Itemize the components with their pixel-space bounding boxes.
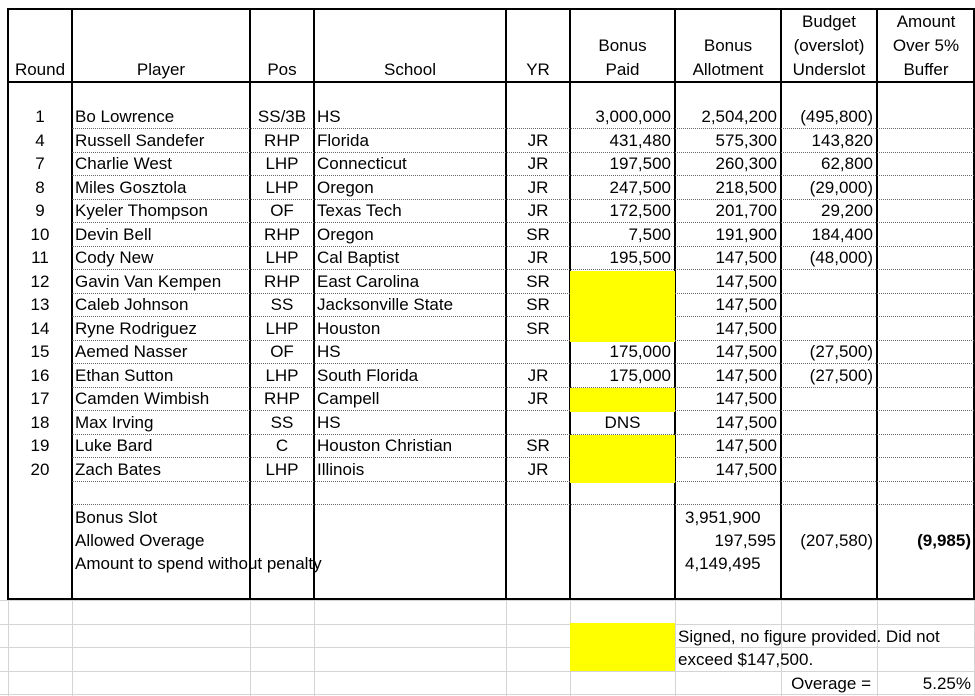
pos-cell: LHP bbox=[265, 248, 299, 267]
player-cell: Max Irving bbox=[75, 412, 154, 432]
allot-cell: 191,900 bbox=[715, 224, 777, 244]
player-cell: Russell Sandefer bbox=[75, 130, 205, 150]
budget-cell bbox=[781, 317, 877, 340]
budget-cell bbox=[781, 411, 877, 434]
legend-line-1: Signed, no figure provided. Did not bbox=[678, 627, 940, 646]
yr-cell: SR bbox=[526, 436, 550, 455]
round-cell: 13 bbox=[30, 295, 50, 314]
round-header: Round bbox=[14, 60, 66, 79]
paid-cell: 431,480 bbox=[609, 130, 671, 150]
amount-over-buffer-value: (9,985) bbox=[917, 531, 971, 550]
school-cell: Houston bbox=[317, 318, 381, 338]
yr-cell: JR bbox=[527, 154, 549, 173]
bonus-paid-header-line-2: Paid bbox=[605, 60, 640, 79]
amount-over-header-line-2: Over 5% bbox=[892, 36, 960, 55]
budget-cell: 143,820 bbox=[811, 130, 873, 150]
yr-cell: JR bbox=[527, 389, 549, 408]
yr-cell bbox=[506, 411, 570, 434]
legend-yellow-swatch bbox=[570, 623, 675, 671]
paid-cell: 247,500 bbox=[609, 177, 671, 197]
player-cell: Aemed Nasser bbox=[75, 342, 188, 361]
yr-cell: SR bbox=[526, 224, 550, 244]
bonus-paid-header-line-1: Bonus bbox=[598, 36, 647, 55]
allot-cell: 260,300 bbox=[715, 154, 777, 173]
player-cell: Kyeler Thompson bbox=[75, 201, 208, 220]
paid-cell bbox=[570, 317, 675, 340]
yr-header: YR bbox=[526, 60, 550, 79]
bonus-allotment-header-line-1: Bonus bbox=[703, 36, 753, 55]
budget-cell: 62,800 bbox=[821, 154, 873, 173]
allowed-overage-budget: (207,580) bbox=[800, 531, 873, 550]
paid-cell bbox=[570, 270, 675, 293]
round-cell: 4 bbox=[35, 130, 45, 150]
round-cell: 15 bbox=[30, 342, 50, 361]
allot-cell: 147,500 bbox=[715, 412, 777, 432]
yr-cell: SR bbox=[526, 318, 550, 338]
player-cell: Luke Bard bbox=[75, 436, 153, 455]
round-cell: 19 bbox=[30, 436, 50, 455]
player-cell: Devin Bell bbox=[75, 224, 152, 244]
pos-cell: LHP bbox=[265, 154, 299, 173]
allowed-overage-value: 197,595 bbox=[714, 531, 776, 550]
budget-cell bbox=[781, 387, 877, 410]
school-cell: Houston Christian bbox=[317, 436, 453, 455]
player-header: Player bbox=[136, 60, 186, 79]
pos-cell: RHP bbox=[264, 271, 300, 291]
school-cell: South Florida bbox=[317, 365, 419, 385]
amount-to-spend-value: 4,149,495 bbox=[685, 554, 761, 573]
paid-cell bbox=[570, 434, 675, 457]
budget-cell: 29,200 bbox=[821, 201, 873, 220]
yr-cell bbox=[506, 340, 570, 363]
gridline bbox=[72, 600, 73, 696]
gridline bbox=[506, 600, 507, 696]
budget-cell: (495,800) bbox=[800, 107, 873, 126]
pos-cell: LHP bbox=[265, 318, 299, 338]
school-cell: Oregon bbox=[317, 177, 374, 197]
gridline bbox=[8, 600, 9, 696]
school-cell: HS bbox=[317, 342, 341, 361]
allot-cell: 147,500 bbox=[715, 318, 777, 338]
yr-cell: JR bbox=[527, 459, 549, 479]
yr-cell: JR bbox=[527, 248, 549, 267]
budget-cell bbox=[781, 270, 877, 293]
allot-cell: 147,500 bbox=[715, 365, 777, 385]
budget-header-line-3: Underslot bbox=[792, 60, 866, 79]
budget-cell: (48,000) bbox=[809, 248, 873, 267]
budget-cell bbox=[781, 293, 877, 316]
player-cell: Charlie West bbox=[75, 154, 172, 173]
bonus-slot-value: 3,951,900 bbox=[685, 508, 761, 527]
allot-cell: 147,500 bbox=[715, 459, 777, 479]
allot-cell: 147,500 bbox=[715, 248, 777, 267]
school-cell: Connecticut bbox=[317, 154, 407, 173]
allowed-overage-label: Allowed Overage bbox=[75, 531, 205, 550]
player-cell: Caleb Johnson bbox=[75, 295, 189, 314]
yr-cell: JR bbox=[527, 130, 549, 150]
player-cell: Zach Bates bbox=[75, 459, 161, 479]
school-cell: Cal Baptist bbox=[317, 248, 400, 267]
pos-cell: RHP bbox=[264, 389, 300, 408]
paid-cell: 195,500 bbox=[609, 248, 671, 267]
round-cell: 20 bbox=[30, 459, 50, 479]
budget-cell: 184,400 bbox=[811, 224, 873, 244]
budget-cell bbox=[781, 434, 877, 457]
round-cell: 1 bbox=[35, 107, 45, 126]
paid-cell bbox=[570, 293, 675, 316]
budget-header-line-1: Budget bbox=[802, 12, 856, 31]
school-cell: Campell bbox=[317, 389, 380, 408]
yr-cell: JR bbox=[527, 201, 549, 220]
pos-cell: SS/3B bbox=[257, 107, 307, 126]
budget-cell: (29,000) bbox=[809, 177, 873, 197]
allot-cell: 147,500 bbox=[715, 342, 777, 361]
player-cell: Ethan Sutton bbox=[75, 365, 174, 385]
allot-cell: 147,500 bbox=[715, 295, 777, 314]
table-border bbox=[7, 598, 975, 600]
school-cell: Texas Tech bbox=[317, 201, 402, 220]
player-cell: Bo Lowrence bbox=[75, 107, 175, 126]
pos-cell: C bbox=[275, 436, 289, 455]
allot-cell: 147,500 bbox=[715, 271, 777, 291]
round-cell: 9 bbox=[35, 201, 45, 220]
school-cell: HS bbox=[317, 107, 341, 126]
round-cell: 16 bbox=[30, 365, 50, 385]
paid-cell: 7,500 bbox=[628, 224, 671, 244]
allot-cell: 147,500 bbox=[715, 389, 777, 408]
overage-label: Overage = bbox=[791, 674, 871, 693]
pos-cell: LHP bbox=[265, 177, 299, 197]
round-cell: 11 bbox=[31, 248, 49, 267]
yr-cell: JR bbox=[527, 177, 549, 197]
gridline bbox=[0, 600, 975, 601]
paid-cell bbox=[570, 387, 675, 410]
gridline bbox=[314, 600, 315, 696]
pos-cell: LHP bbox=[265, 365, 299, 385]
pos-cell: SS bbox=[270, 295, 294, 314]
paid-cell: DNS bbox=[604, 412, 641, 432]
allot-cell: 575,300 bbox=[715, 130, 777, 150]
school-cell: Florida bbox=[317, 130, 369, 150]
legend-line-2: exceed $147,500. bbox=[678, 650, 814, 669]
budget-header-line-2: (overslot) bbox=[793, 36, 865, 55]
amount-to-spend-label: Amount to spend without penalty bbox=[75, 554, 322, 573]
round-cell: 18 bbox=[30, 412, 50, 432]
gridline bbox=[250, 600, 251, 696]
pos-cell: OF bbox=[270, 201, 294, 220]
row-separator bbox=[72, 504, 974, 505]
yr-cell bbox=[506, 105, 570, 128]
allot-cell: 2,504,200 bbox=[701, 107, 777, 126]
school-cell: Jacksonville State bbox=[317, 295, 454, 314]
pos-header: Pos bbox=[267, 60, 297, 79]
school-cell: Oregon bbox=[317, 224, 374, 244]
pos-cell: SS bbox=[270, 412, 294, 432]
round-cell: 10 bbox=[30, 224, 50, 244]
paid-cell bbox=[570, 458, 675, 481]
paid-cell: 3,000,000 bbox=[595, 107, 671, 126]
row-separator bbox=[72, 481, 974, 482]
player-cell: Cody New bbox=[75, 248, 154, 267]
bonus-allotment-header-line-2: Allotment bbox=[692, 60, 764, 79]
player-cell: Camden Wimbish bbox=[75, 389, 210, 408]
round-cell: 7 bbox=[35, 154, 45, 173]
amount-over-header-line-3: Buffer bbox=[903, 60, 949, 79]
overage-value: 5.25% bbox=[922, 674, 971, 693]
yr-cell: SR bbox=[526, 271, 550, 291]
yr-cell: JR bbox=[527, 365, 549, 385]
player-cell: Gavin Van Kempen bbox=[75, 271, 222, 291]
pos-cell: RHP bbox=[264, 224, 300, 244]
pos-cell: RHP bbox=[264, 130, 300, 150]
pos-cell: LHP bbox=[265, 459, 299, 479]
budget-cell: (27,500) bbox=[809, 342, 873, 361]
round-cell: 8 bbox=[35, 177, 45, 197]
allot-cell: 218,500 bbox=[715, 177, 777, 197]
pos-cell: OF bbox=[270, 342, 294, 361]
bonus-slot-label: Bonus Slot bbox=[75, 508, 158, 527]
yr-cell: SR bbox=[526, 295, 550, 314]
round-cell: 12 bbox=[30, 271, 50, 291]
round-cell: 14 bbox=[30, 318, 50, 338]
allot-cell: 147,500 bbox=[715, 436, 777, 455]
budget-cell: (27,500) bbox=[809, 365, 873, 385]
school-cell: Illinois bbox=[317, 459, 365, 479]
allot-cell: 201,700 bbox=[715, 201, 777, 220]
paid-cell: 197,500 bbox=[609, 154, 671, 173]
paid-cell: 175,000 bbox=[609, 365, 671, 385]
school-header: School bbox=[384, 60, 436, 79]
amount-over-header-line-1: Amount bbox=[896, 12, 956, 31]
budget-cell bbox=[781, 458, 877, 481]
player-cell: Ryne Rodriguez bbox=[75, 318, 197, 338]
round-cell: 17 bbox=[30, 389, 50, 408]
school-cell: HS bbox=[317, 412, 341, 432]
player-cell: Miles Gosztola bbox=[75, 177, 187, 197]
paid-cell: 175,000 bbox=[609, 342, 671, 361]
school-cell: East Carolina bbox=[317, 271, 420, 291]
paid-cell: 172,500 bbox=[609, 201, 671, 220]
